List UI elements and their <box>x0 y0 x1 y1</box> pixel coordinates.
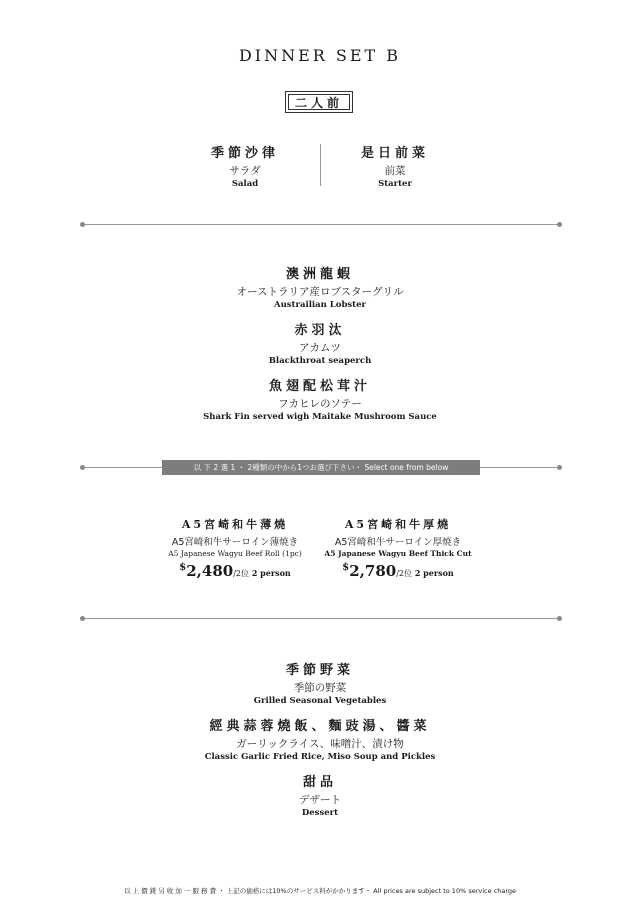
divider-dot <box>557 616 562 621</box>
wagyu-thick-price <box>318 562 478 580</box>
divider-dot <box>80 465 85 470</box>
seaperch-zh: 赤羽汰 <box>294 323 346 338</box>
starter-item <box>320 142 470 189</box>
sharkfin-item <box>0 375 640 422</box>
divider-dot <box>557 222 562 227</box>
choice-banner: 以 下 2 選 1 ・ 2種類の中から1つお選び下さい・ Select one from below <box>162 460 480 475</box>
salad-zh: 季節沙律 <box>210 146 279 161</box>
wagyu-roll-zh: A5宮崎和牛薄燒 <box>181 518 289 531</box>
wagyu-roll-price <box>155 562 315 580</box>
section-divider <box>82 224 560 225</box>
divider-dot <box>557 465 562 470</box>
divider-dot <box>80 222 85 227</box>
price-value: 2,780 <box>349 562 397 580</box>
rice-set-en: Classic Garlic Fried Rice, Miso Soup and Pickles <box>204 752 436 762</box>
menu-title: DINNER SET B <box>238 46 402 65</box>
sharkfin-zh: 魚翅配松茸汁 <box>268 379 371 394</box>
wagyu-thick-en: A5 Japanese Wagyu Beef Thick Cut <box>324 549 472 558</box>
sharkfin-jp: フカヒレのソテー <box>278 398 362 410</box>
section-divider <box>82 618 560 619</box>
currency-symbol: $ <box>342 562 350 573</box>
price-value: 2,480 <box>186 562 234 580</box>
salad-jp: サラダ <box>229 165 261 177</box>
starter-zh: 是日前菜 <box>360 146 429 161</box>
salad-item <box>170 142 320 189</box>
lobster-item <box>0 263 640 310</box>
rice-set-item <box>0 715 640 762</box>
portion-label: 二人前 <box>288 94 350 110</box>
sharkfin-en: Shark Fin served wigh Maitake Mushroom Sauce <box>203 412 437 422</box>
dessert-en: Dessert <box>301 808 339 818</box>
wagyu-thick-jp: A5宮崎和牛サーロイン厚焼き <box>334 537 462 548</box>
wagyu-roll-item <box>155 516 315 580</box>
seaperch-jp: アカムツ <box>299 342 341 354</box>
currency-symbol: $ <box>179 562 187 573</box>
price-unit: /2位 <box>396 569 413 578</box>
rice-set-jp: ガーリックライス、味噌汁、漬け物 <box>236 738 404 750</box>
seaperch-item <box>0 319 640 366</box>
price-note: 2 person <box>251 568 291 578</box>
vegetables-item <box>0 659 640 706</box>
price-unit: /2位 <box>233 569 250 578</box>
dessert-jp: デザート <box>299 794 341 806</box>
portion-badge <box>285 91 353 113</box>
vegetables-en: Grilled Seasonal Vegetables <box>253 696 387 706</box>
wagyu-roll-en: A5 Japanese Wagyu Beef Roll (1pc) <box>168 549 302 558</box>
salad-en: Salad <box>231 179 259 189</box>
wagyu-roll-jp: A5宮崎和牛サーロイン薄焼き <box>171 537 299 548</box>
divider-dot <box>80 616 85 621</box>
starter-jp: 前菜 <box>384 165 406 177</box>
lobster-en: Austrailian Lobster <box>274 300 366 310</box>
vegetables-jp: 季節の野菜 <box>293 682 347 694</box>
lobster-jp: オーストラリア産ロブスターグリル <box>236 286 404 298</box>
dessert-zh: 甜品 <box>302 775 337 790</box>
seaperch-en: Blackthroat seaperch <box>268 356 372 366</box>
lobster-zh: 澳洲龍蝦 <box>285 267 354 282</box>
rice-set-zh: 經典蒜蓉燒飯、麵豉湯、醬菜 <box>209 719 431 734</box>
service-charge-note: 以 上 價 錢 另 收 加 一 服 務 費 ・ 上記の価格には10%のサービス料がかかります・ All prices are subject to 10% service charge <box>123 887 517 895</box>
wagyu-thick-item <box>318 516 478 580</box>
wagyu-thick-zh: A5宮崎和牛厚燒 <box>344 518 452 531</box>
vegetables-zh: 季節野菜 <box>285 663 354 678</box>
dessert-item <box>0 771 640 818</box>
price-note: 2 person <box>414 568 454 578</box>
starter-en: Starter <box>378 179 412 189</box>
